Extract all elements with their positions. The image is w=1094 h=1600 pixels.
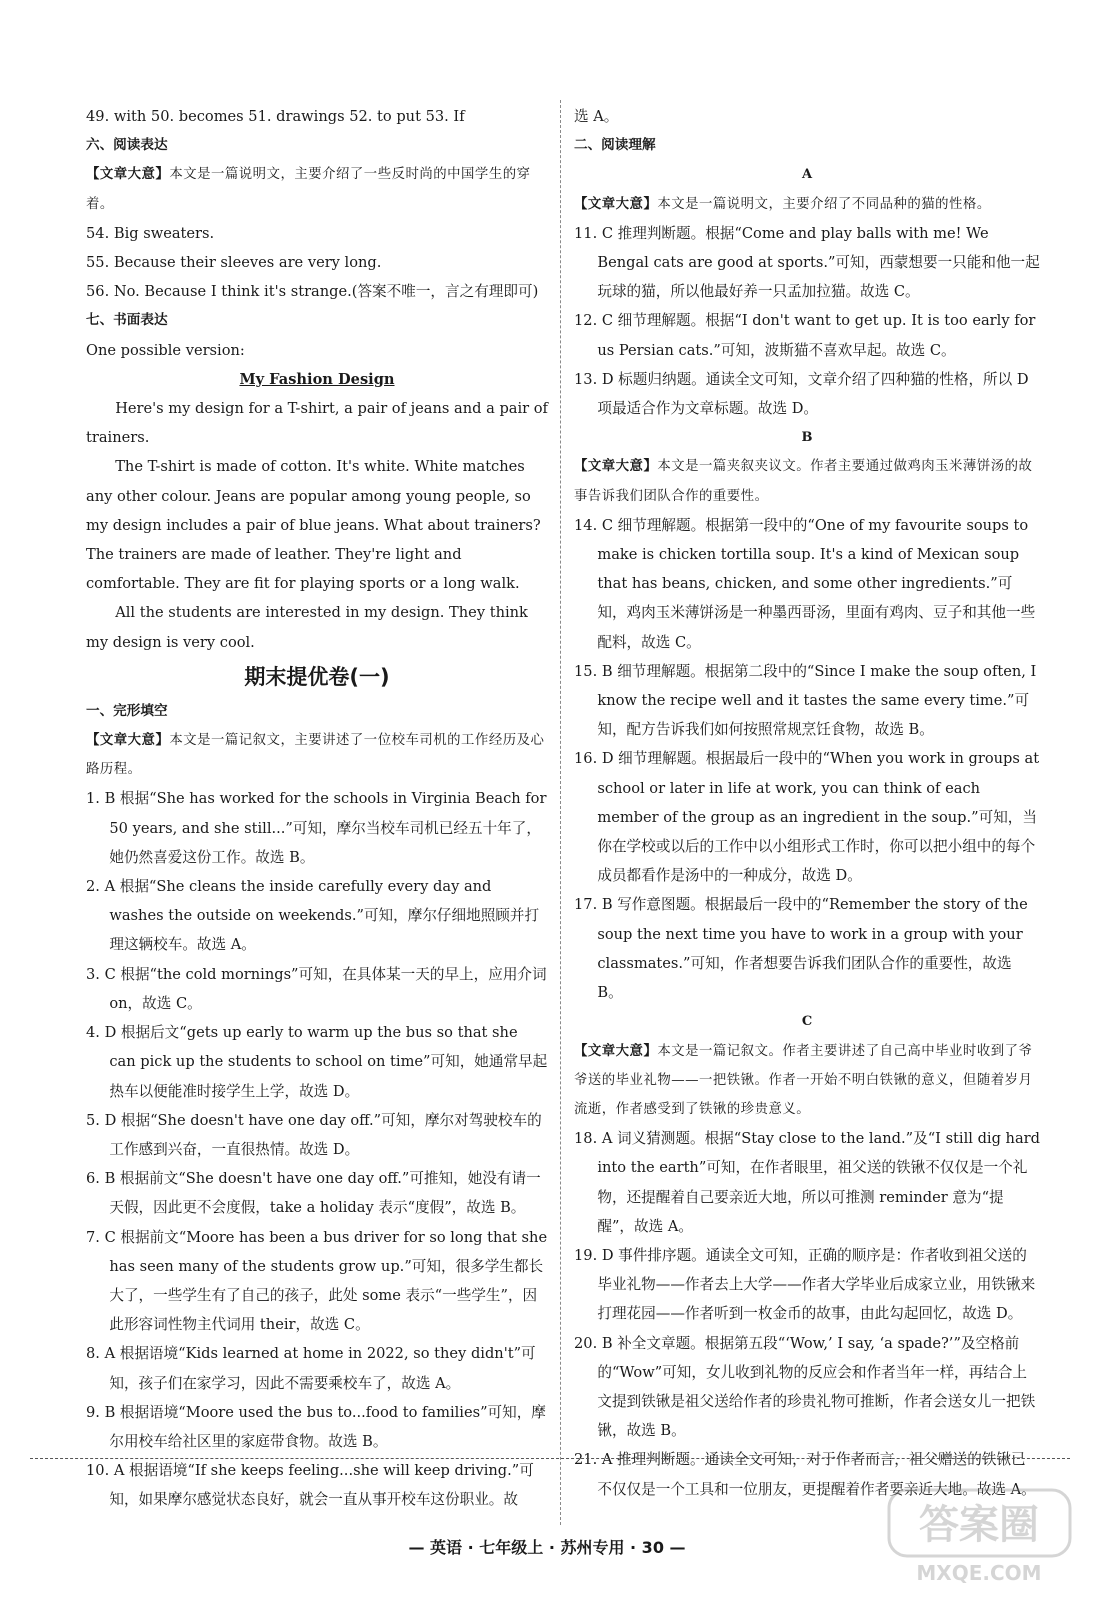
passage-label-c: C (801, 1014, 813, 1030)
article-summary (574, 452, 1040, 510)
cloze-answers-49-53: 49. with 50. becomes 51. drawings 52. to put 53. If (86, 108, 465, 125)
watermark-url: MXQE.COM (916, 1561, 1042, 1585)
summary-text: 本文是一篇记叙文，主要讲述了一位校车司机的工作经历及心路历程。 (86, 733, 545, 778)
answer-8: 8. A 根据语境“Kids learned at home in 2022, so they didn't”可知，孩子们在家学习，因此不需要乘校车了，故选 A。 (86, 1345, 536, 1392)
answer-18: 18. A 词义猜测题。根据“Stay close to the land.”及“I still dig hard into the earth”可知，在作者眼里，祖父送的铁锹不仅仅是一个礼物，还提醒着自己要亲近大地，所以可推测 reminder 意为“提醒”，故选 A。 (574, 1130, 1040, 1235)
section-heading-writing: 七、书面表达 (86, 312, 168, 329)
answer-11: 11. C 推理判断题。根据“Come and play balls with me! We Bengal cats are good at sports.”可知，西蒙想要一只能和他一起玩球的猫，所以他最好养一只孟加拉猫。故选 C。 (574, 224, 1040, 301)
answer-2: 2. A 根据“She cleans the inside carefully every day and washes the outside on weekends.”可知，摩尔仔细地照顾并打理这辆校车。故选 A。 (86, 878, 540, 954)
summary-text: 本文是一篇说明文，主要介绍了不同品种的猫的性格。 (657, 196, 991, 212)
page-footer: — 英语 · 七年级上 · 苏州专用 · 30 — (408, 1538, 686, 1557)
summary-tag: 【文章大意】 (86, 167, 170, 183)
answer-14: 14. C 细节理解题。根据第一段中的“One of my favourite soups to make is chicken tortilla soup. It's a kind of Mexican soup that has beans, chicken, and some other ingredients.”可知，鸡肉玉米薄饼汤是一种墨西哥汤，里面有鸡肉、豆子和其他一些配料，故选 C。 (574, 516, 1036, 651)
summary-tag: 【文章大意】 (574, 459, 658, 475)
cut-line (30, 1458, 1070, 1459)
article-summary (574, 1037, 1040, 1125)
essay-paragraph-2: The T-shirt is made of cotton. It's white. White matches any other colour. Jeans are popular among young people, so my design includes a pair of blue jeans. What about trainers? The trainers are made of leather. They're light and comfortable. They are fit for playing sports or a long walk. (86, 458, 541, 593)
answer-4: 4. D 根据后文“gets up early to warm up the bus so that she can pick up the students to school on time”可知，她通常早起热车以便能准时接学生上学，故选 D。 (86, 1024, 548, 1100)
exam-title: 期末提优卷(一) (244, 664, 390, 689)
answer-55: 55. Because their sleeves are very long. (86, 254, 382, 272)
answer-20: 20. B 补全文章题。根据第五段“‘Wow,’ I say, ‘a spade?’”及空格前的“Wow”可知，女儿收到礼物的反应会和作者当年一样，再结合上文提到铁锹是祖父送给作者的珍贵礼物可推断，作者会送女儿一把铁锹，故选 B。 (574, 1334, 1036, 1440)
passage-label-b: B (801, 430, 813, 446)
answer-9: 9. B 根据语境“Moore used the bus to...food to families”可知，摩尔用校车给社区里的家庭带食物。故选 B。 (86, 1403, 546, 1450)
answer-15: 15. B 细节理解题。根据第二段中的“Since I make the soup often, I know the recipe well and it tastes the same every time.”可知，配方告诉我们如何按照常规烹饪食物，故选 B。 (574, 662, 1037, 739)
left-column (86, 102, 548, 1515)
essay-title: My Fashion Design (239, 370, 395, 388)
right-column (574, 102, 1040, 1504)
summary-text: 本文是一篇记叙文。作者主要讲述了自己高中毕业时收到了爷爷送的毕业礼物——一把铁锹。作者一开始不明白铁锹的意义，但随着岁月流逝，作者感受到了铁锹的珍贵意义。 (574, 1043, 1033, 1117)
answer-5: 5. D 根据“She doesn't have one day off.”可知，摩尔对驾驶校车的工作感到兴奋，一直很热情。故选 D。 (86, 1111, 542, 1158)
answer-16: 16. D 细节理解题。根据最后一段中的“When you work in groups at school or later in life at work, you can think of each member of the group as an ingredient in the soup.”可知，当你在学校或以后的工作中以小组形式工作时，你可以把小组中的每个成员都看作是汤中的一种成分，故选 D。 (574, 750, 1040, 885)
answer-10: 10. A 根据语境“If she keeps feeling...she will keep driving.”可知，如果摩尔感觉状态良好，就会一直从事开校车这份职业。故 (86, 1462, 534, 1509)
passage-label-a: A (801, 167, 813, 183)
watermark-text: 答案圈 (919, 1502, 1039, 1548)
section-heading-reading-expression: 六、阅读表达 (86, 137, 168, 154)
answer-54: 54. Big sweaters. (86, 224, 215, 242)
essay-paragraph-1: Here's my design for a T-shirt, a pair of jeans and a pair of trainers. (86, 400, 548, 447)
answer-19: 19. D 事件排序题。通读全文可知，正确的顺序是：作者收到祖父送的毕业礼物——作者去上大学——作者大学毕业后成家立业，用铁锹来打理花园——作者听到一枚金币的故事，由此勾起回忆，故选 D。 (574, 1246, 1036, 1323)
article-summary (574, 190, 1040, 219)
summary-text: 本文是一篇说明文，主要介绍了一些反时尚的中国学生的穿着。 (86, 167, 531, 212)
answer-6: 6. B 根据前文“She doesn't have one day off.”可推知，她没有请一天假，因此更不会度假，take a holiday 表示“度假”，故选 B。 (86, 1170, 541, 1217)
answer-1: 1. B 根据“She has worked for the schools in Virginia Beach for 50 years, and she still...”可知，摩尔当校车司机已经五十年了，她仍然喜爱这份工作。故选 B。 (86, 790, 547, 866)
summary-text: 本文是一篇夹叙夹议文。作者主要通过做鸡肉玉米薄饼汤的故事告诉我们团队合作的重要性。 (574, 459, 1033, 504)
answer-21: 21. A 推理判断题。通读全文可知，对于作者而言，祖父赠送的铁锹已不仅仅是一个工具和一位朋友，更提醒着作者要亲近大地。故选 A。 (574, 1451, 1036, 1498)
summary-tag: 【文章大意】 (574, 196, 658, 212)
essay-paragraph-3: All the students are interested in my design. They think my design is very cool. (86, 604, 528, 651)
answer-56: 56. No. Because I think it's strange.(答案不唯一，言之有理即可) (86, 283, 539, 301)
answer-7: 7. C 根据前文“Moore has been a bus driver for so long that she has seen many of the students grow up.”可知，很多学生都长大了，一些学生有了自己的孩子，此处 some 表示“一些学生”，因此形容词性物主代词用 their，故选 C。 (86, 1228, 548, 1334)
answer-12: 12. C 细节理解题。根据“I don't want to get up. It is too early for us Persian cats.”可知，波斯猫不喜欢早起。故选 C。 (574, 312, 1036, 359)
summary-tag: 【文章大意】 (86, 733, 170, 749)
sample-intro: One possible version: (86, 341, 245, 359)
answer-3: 3. C 根据“the cold mornings”可知，在具体某一天的早上，应用介词 on，故选 C。 (86, 965, 547, 1012)
watermark-logo (887, 1486, 1072, 1586)
section-heading-cloze: 一、完形填空 (86, 702, 168, 719)
article-summary (86, 726, 548, 784)
summary-tag: 【文章大意】 (574, 1043, 658, 1059)
answer-17: 17. B 写作意图题。根据最后一段中的“Remember the story of the soup the next time you have to work in a group with your classmates.”可知，作者想要告诉我们团队合作的重要性，故选 B。 (574, 896, 1028, 1002)
article-summary (86, 160, 548, 218)
section-heading-reading: 二、阅读理解 (574, 137, 656, 154)
answer-13: 13. D 标题归纳题。通读全文可知，文章介绍了四种猫的性格，所以 D 项最适合作为文章标题。故选 D。 (574, 370, 1029, 418)
column-divider (560, 100, 561, 1525)
answer-10-continued: 选 A。 (574, 108, 619, 125)
